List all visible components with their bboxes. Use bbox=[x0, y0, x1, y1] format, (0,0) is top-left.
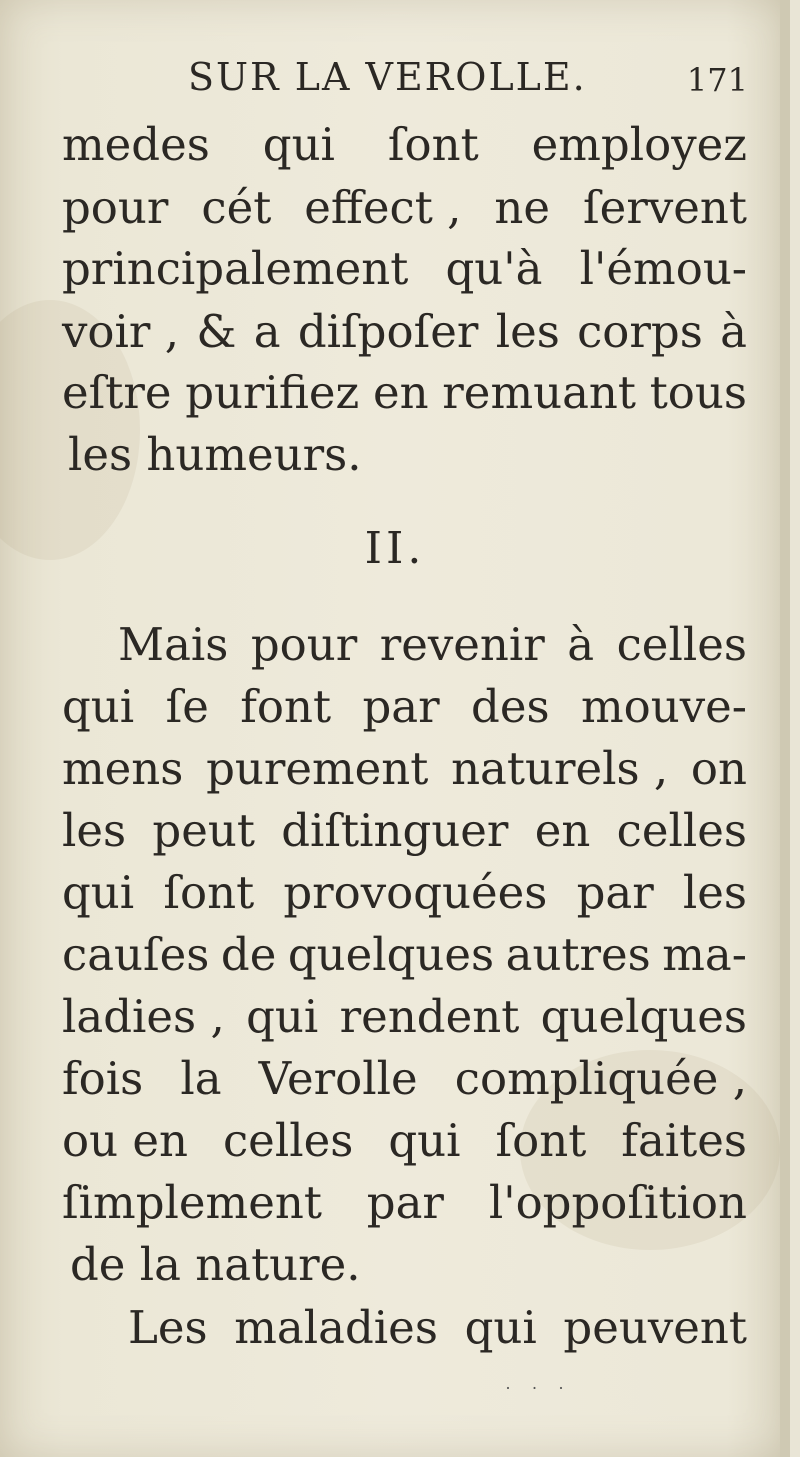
word: purifiez bbox=[185, 366, 360, 419]
word: celles bbox=[616, 618, 747, 671]
word: ou en bbox=[62, 1114, 188, 1167]
word: rendent bbox=[339, 990, 520, 1043]
word: qui bbox=[62, 866, 135, 919]
word: pour bbox=[250, 618, 358, 671]
word: corps bbox=[577, 305, 703, 358]
text-line bbox=[62, 1176, 747, 1229]
signature-mark: · · · bbox=[505, 1378, 572, 1398]
word: fois bbox=[62, 1052, 144, 1105]
word: revenir bbox=[379, 618, 545, 671]
word: celles bbox=[222, 1114, 354, 1167]
word: cét bbox=[201, 181, 272, 234]
word: des bbox=[471, 680, 550, 733]
word: ma- bbox=[662, 928, 747, 981]
word: qui bbox=[464, 1301, 537, 1354]
word: les bbox=[682, 866, 747, 919]
word: la bbox=[180, 1052, 222, 1105]
word: quelques bbox=[540, 990, 747, 1043]
word: mouve- bbox=[580, 680, 747, 733]
word: les bbox=[495, 305, 560, 358]
word: Mais bbox=[118, 618, 229, 671]
running-header bbox=[188, 55, 748, 105]
word: peut bbox=[152, 804, 255, 857]
word: faites bbox=[621, 1114, 747, 1167]
word: principalement bbox=[62, 242, 409, 295]
word: diſtinguer bbox=[281, 804, 509, 857]
text-line bbox=[70, 1238, 361, 1291]
page-number: 171 bbox=[686, 61, 748, 99]
text-line bbox=[62, 866, 747, 919]
word: qui bbox=[262, 118, 335, 171]
page-edge bbox=[780, 0, 790, 1457]
text-line bbox=[62, 804, 747, 857]
word: employez bbox=[531, 118, 747, 171]
word: compliquée , bbox=[454, 1052, 747, 1105]
text-line bbox=[118, 618, 747, 671]
word: peuvent bbox=[563, 1301, 747, 1354]
word: ſimplement bbox=[62, 1176, 322, 1229]
text-line bbox=[68, 428, 362, 481]
word: ſont bbox=[495, 1114, 587, 1167]
word: cauſes bbox=[62, 928, 210, 981]
text-line bbox=[62, 680, 747, 733]
word: font bbox=[240, 680, 332, 733]
word: effect , bbox=[304, 181, 462, 234]
word: à bbox=[720, 305, 747, 358]
word: medes bbox=[62, 118, 210, 171]
word: tous bbox=[649, 366, 747, 419]
word: qui bbox=[388, 1114, 461, 1167]
word: Verolle bbox=[258, 1052, 418, 1105]
word: l'oppoſition bbox=[488, 1176, 747, 1229]
text-line bbox=[128, 1301, 747, 1354]
word: qui bbox=[62, 680, 135, 733]
word: ſe bbox=[165, 680, 209, 733]
text-line bbox=[62, 366, 747, 419]
word: les humeurs. bbox=[68, 428, 362, 481]
word: on bbox=[690, 742, 747, 795]
word: l'émou- bbox=[579, 242, 747, 295]
text-line bbox=[62, 118, 747, 171]
word: les bbox=[62, 804, 127, 857]
word: autres bbox=[505, 928, 651, 981]
running-title: SUR LA VEROLLE. bbox=[188, 55, 587, 99]
word: diſpoſer bbox=[297, 305, 479, 358]
word: pour bbox=[62, 181, 169, 234]
word: a bbox=[253, 305, 281, 358]
word: par bbox=[362, 680, 440, 733]
word: maladies bbox=[234, 1301, 438, 1354]
word: ſont bbox=[163, 866, 255, 919]
word: & bbox=[196, 305, 237, 358]
text-line bbox=[62, 181, 747, 234]
word: ladies , bbox=[62, 990, 225, 1043]
word: de la nature. bbox=[70, 1238, 361, 1291]
text-line bbox=[62, 1114, 747, 1167]
text-line bbox=[62, 928, 747, 981]
word: ſervent bbox=[583, 181, 747, 234]
word: naturels , bbox=[451, 742, 669, 795]
text-line bbox=[62, 990, 747, 1043]
word: remuant bbox=[442, 366, 636, 419]
word: Les bbox=[128, 1301, 208, 1354]
text-line bbox=[62, 742, 747, 795]
word: qui bbox=[246, 990, 319, 1043]
text-line bbox=[62, 305, 747, 358]
word: eſtre bbox=[62, 366, 172, 419]
word: en bbox=[372, 366, 429, 419]
word: quelques bbox=[287, 928, 495, 981]
word: provoquées bbox=[283, 866, 548, 919]
word: qu'à bbox=[445, 242, 543, 295]
section-number: II. bbox=[364, 523, 426, 574]
word: ne bbox=[494, 181, 551, 234]
word: ſont bbox=[387, 118, 479, 171]
word: à bbox=[567, 618, 595, 671]
word: de bbox=[220, 928, 277, 981]
word: mens bbox=[62, 742, 184, 795]
text-line bbox=[62, 1052, 747, 1105]
word: par bbox=[366, 1176, 444, 1229]
text-line bbox=[62, 242, 747, 295]
word: celles bbox=[616, 804, 747, 857]
word: voir , bbox=[62, 305, 180, 358]
word: purement bbox=[206, 742, 429, 795]
word: en bbox=[534, 804, 591, 857]
word: par bbox=[576, 866, 654, 919]
